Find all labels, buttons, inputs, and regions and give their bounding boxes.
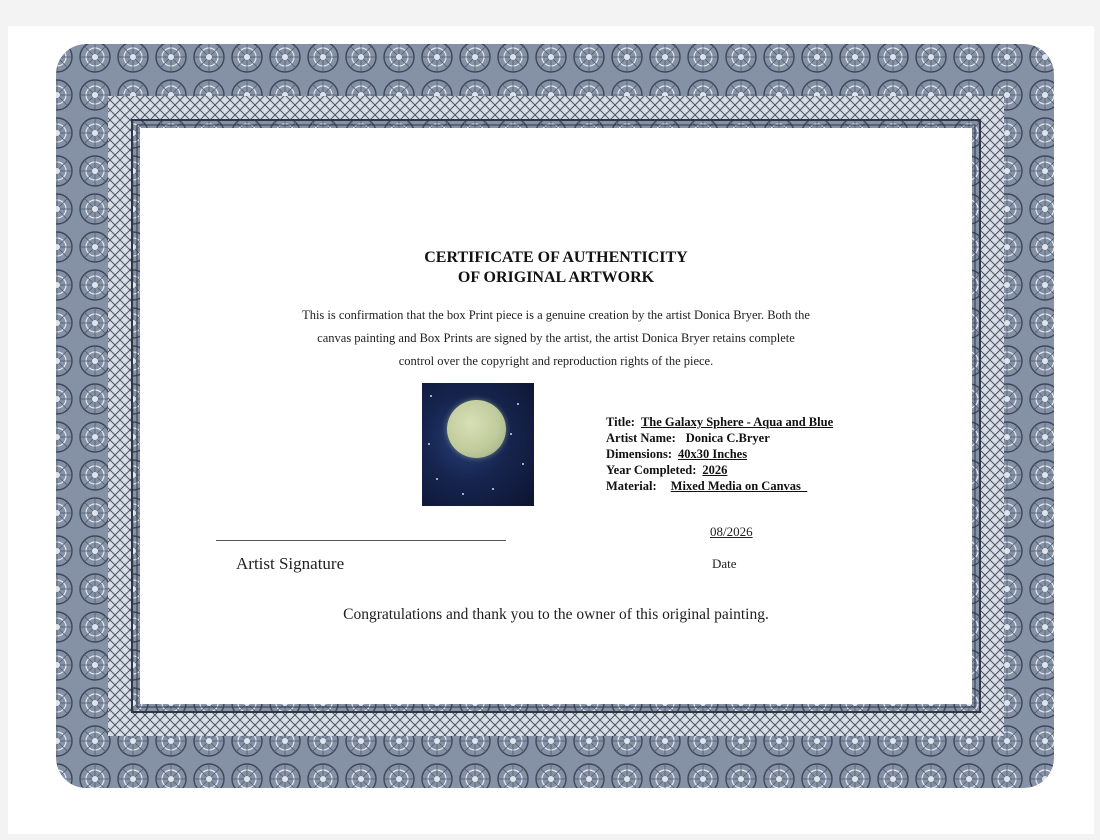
confirmation-paragraph [230,304,882,373]
detail-artist-label: Artist Name: [606,431,676,445]
title-line-1: CERTIFICATE OF AUTHENTICITY [424,249,688,266]
detail-year [606,462,833,478]
detail-dimensions [606,446,833,462]
title-line-2: OF ORIGINAL ARTWORK [457,269,655,286]
certificate-body [140,128,972,704]
detail-material-value: Mixed Media on Canvas_ [670,479,808,493]
closing-message: Congratulations and thank you to the owner of this original painting. [343,606,769,623]
certificate-title [140,248,972,288]
detail-title-label: Title: [606,415,635,429]
detail-artist [606,430,833,446]
detail-artist-value: Donica C.Bryer [685,431,770,445]
date-value: 08/2026 [710,524,753,539]
detail-dimensions-label: Dimensions: [606,447,672,461]
paragraph-line-1: This is confirmation that the box Print piece is a genuine creation by the artist Donica Bryer. Both the [302,308,810,322]
signature-label: Artist Signature [236,554,345,573]
detail-title [606,414,833,430]
paragraph-line-2: canvas painting and Box Prints are signed by the artist, the artist Donica Bryer retains complete [317,331,795,345]
signature-line [216,540,506,541]
date-label: Date [712,556,737,571]
detail-material [606,478,833,494]
galaxy-sphere [447,400,506,458]
artwork-details [606,414,833,494]
detail-material-label: Material: [606,479,657,493]
detail-year-label: Year Completed: [606,463,697,477]
paragraph-line-3: control over the copyright and reproduction rights of the piece. [398,354,714,368]
artwork-image [422,383,534,506]
detail-dimensions-value: 40x30 Inches [677,447,748,461]
detail-year-value: 2026 [702,463,728,477]
detail-title-value: The Galaxy Sphere - Aqua and Blue [640,415,834,429]
